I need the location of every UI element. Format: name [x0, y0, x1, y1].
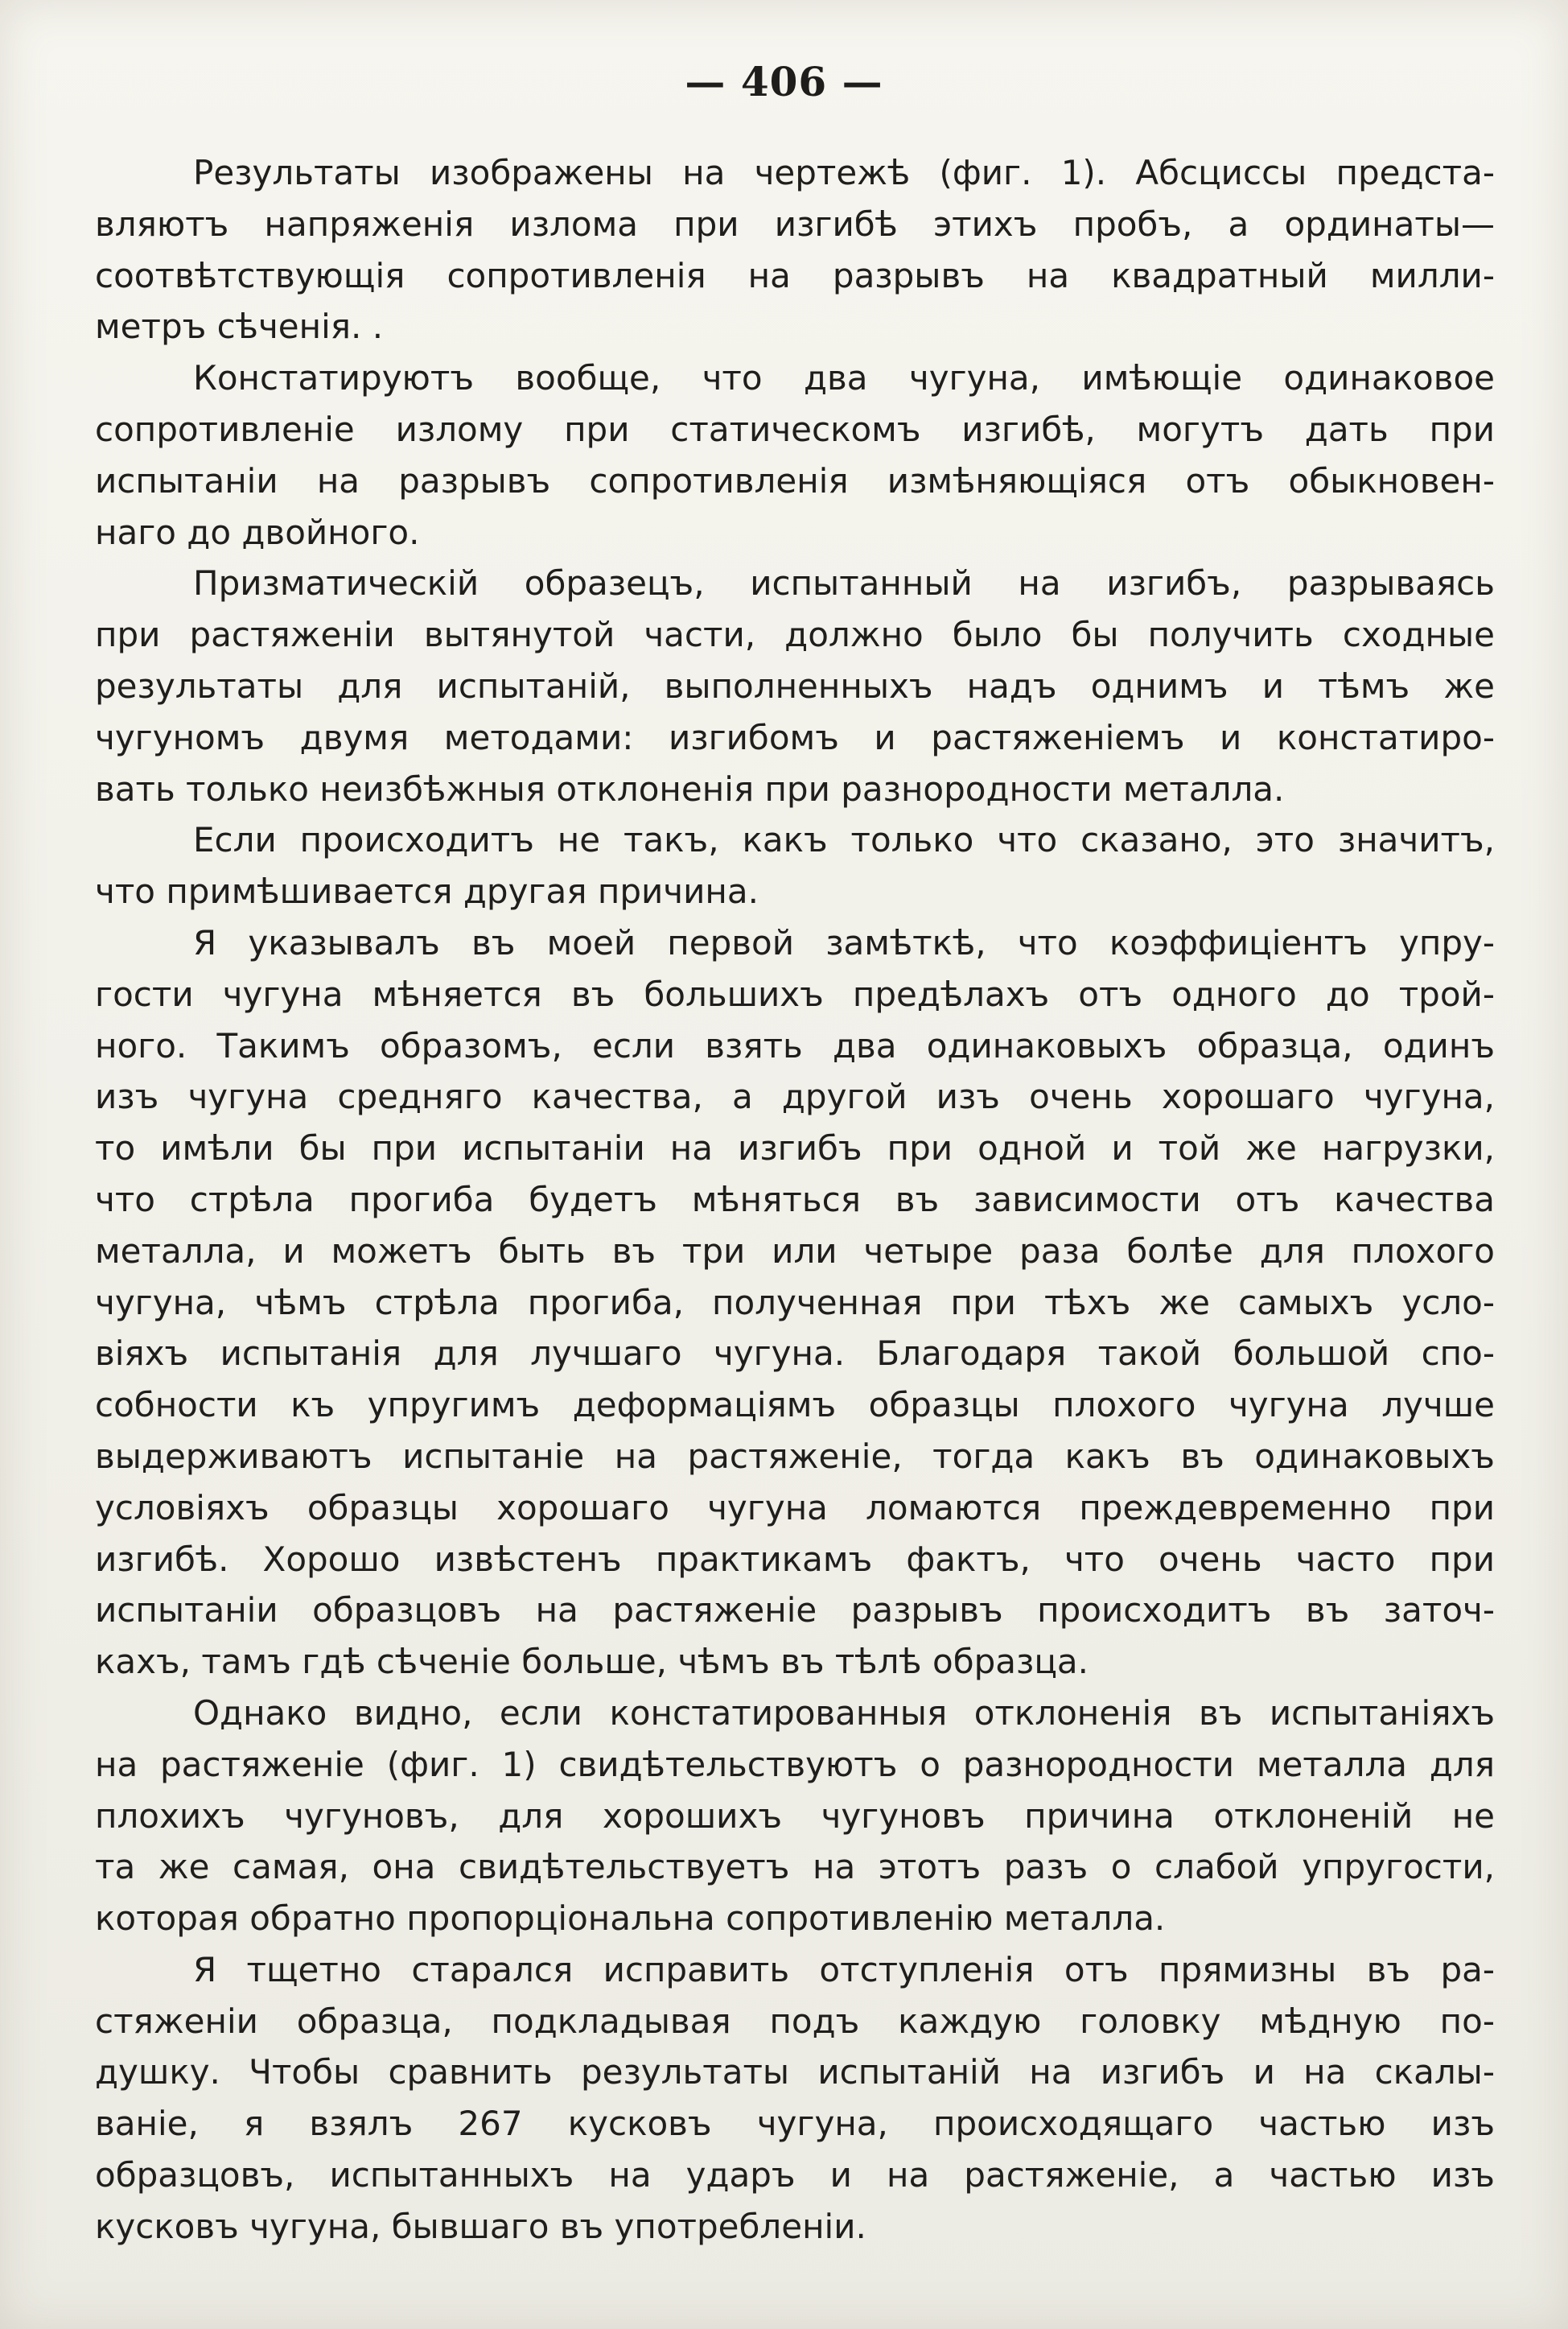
- text-line: что примѣшивается другая причина.: [95, 872, 759, 912]
- text-line: которая обратно пропорціональна сопротивленію металла.: [95, 1898, 1166, 1939]
- text-line: металла, и можетъ быть въ три или четыре раза болѣе для плохого: [95, 1230, 1495, 1271]
- text-line: Констатируютъ вообще, что два чугуна, имѣющіе одинаковое: [193, 358, 1495, 398]
- text-line: испытаніи образцовъ на растяженіе разрывъ происходитъ въ заточ-: [95, 1590, 1495, 1630]
- text-line: ваніе, я взялъ 267 кусковъ чугуна, происходящаго частью изъ: [95, 2104, 1495, 2144]
- text-line: собности къ упругимъ деформаціямъ образцы плохого чугуна лучше: [95, 1385, 1495, 1425]
- paragraph-2: [95, 352, 1495, 558]
- text-line: то имѣли бы при испытаніи на изгибъ при одной и той же нагрузки,: [95, 1128, 1495, 1169]
- text-line: Призматическій образецъ, испытанный на изгибъ, разрываясь: [193, 563, 1495, 604]
- text-line: образцовъ, испытанныхъ на ударъ и на растяженіе, а частью изъ: [95, 2155, 1495, 2195]
- text-line: наго до двойного.: [95, 512, 420, 552]
- body-text: [95, 147, 1495, 2253]
- paragraph-6: [95, 1688, 1495, 1944]
- text-line: плохихъ чугуновъ, для хорошихъ чугуновъ причина отклоненій не: [95, 1795, 1495, 1836]
- text-line: Результаты изображены на чертежѣ (фиг. 1). Абсциссы предста-: [193, 153, 1495, 192]
- text-line: стяженіи образца, подкладывая подъ каждую головку мѣдную по-: [95, 2001, 1495, 2041]
- text-line: душку. Чтобы сравнить результаты испытаній на изгибъ и на скалы-: [95, 2052, 1495, 2092]
- text-line: кахъ, тамъ гдѣ сѣченіе больше, чѣмъ въ тѣлѣ образца.: [95, 1642, 1089, 1682]
- text-line: Я тщетно старался исправить отступленія отъ прямизны въ ра-: [193, 1949, 1495, 1989]
- text-line: чугуна, чѣмъ стрѣла прогиба, полученная при тѣхъ же самыхъ усло-: [95, 1282, 1495, 1322]
- text-line: испытаніи на разрывъ сопротивленія измѣняющіяся отъ обыкновен-: [95, 460, 1495, 501]
- text-line: гости чугуна мѣняется въ большихъ предѣлахъ отъ одного до трой-: [95, 974, 1495, 1014]
- paragraph-3: [95, 558, 1495, 814]
- text-line: Я указывалъ въ моей первой замѣткѣ, что коэффиціентъ упру-: [193, 922, 1495, 963]
- text-line: кусковъ чугуна, бывшаго въ употребленіи.: [95, 2206, 866, 2246]
- text-line: метръ сѣченія. .: [95, 307, 384, 347]
- text-line: чугуномъ двумя методами: изгибомъ и растяженіемъ и констатиро-: [95, 717, 1495, 757]
- text-line: изгибѣ. Хорошо извѣстенъ практикамъ фактъ, что очень часто при: [95, 1539, 1495, 1579]
- text-line: Если происходитъ не такъ, какъ только что сказано, это значитъ,: [193, 820, 1495, 860]
- text-line: соотвѣтствующія сопротивленія на разрывъ на квадратный милли-: [95, 255, 1495, 295]
- text-line: изъ чугуна средняго качества, а другой изъ очень хорошаго чугуна,: [95, 1077, 1495, 1117]
- text-line: віяхъ испытанія для лучшаго чугуна. Благодаря такой большой спо-: [95, 1334, 1495, 1374]
- paragraph-5: [95, 917, 1495, 1688]
- paragraph-7: [95, 1944, 1495, 2253]
- text-line: ного. Такимъ образомъ, если взять два одинаковыхъ образца, одинъ: [95, 1025, 1495, 1066]
- page-number: — 406 —: [685, 58, 883, 105]
- text-line: при растяженіи вытянутой части, должно было бы получить сходные: [95, 615, 1495, 655]
- paragraph-4: [95, 814, 1495, 917]
- paragraph-1: [95, 147, 1495, 352]
- text-line: выдерживаютъ испытаніе на растяженіе, тогда какъ въ одинаковыхъ: [95, 1436, 1495, 1476]
- text-line: сопротивленіе излому при статическомъ изгибѣ, могутъ дать при: [95, 409, 1495, 449]
- text-line: та же самая, она свидѣтельствуетъ на этотъ разъ о слабой упругости,: [95, 1847, 1495, 1887]
- text-line: вать только неизбѣжныя отклоненія при разнородности металла.: [95, 769, 1285, 809]
- text-line: условіяхъ образцы хорошаго чугуна ломаются преждевременно при: [95, 1487, 1495, 1527]
- text-line: вляютъ напряженія излома при изгибѣ этихъ пробъ, а ординаты—: [95, 204, 1495, 244]
- text-line: Однако видно, если констатированныя отклоненія въ испытаніяхъ: [193, 1692, 1495, 1733]
- text-line: результаты для испытаній, выполненныхъ надъ однимъ и тѣмъ же: [95, 666, 1495, 706]
- text-line: что стрѣла прогиба будетъ мѣняться въ зависимости отъ качества: [95, 1179, 1495, 1219]
- text-line: на растяженіе (фиг. 1) свидѣтельствуютъ о разнородности металла для: [95, 1744, 1495, 1784]
